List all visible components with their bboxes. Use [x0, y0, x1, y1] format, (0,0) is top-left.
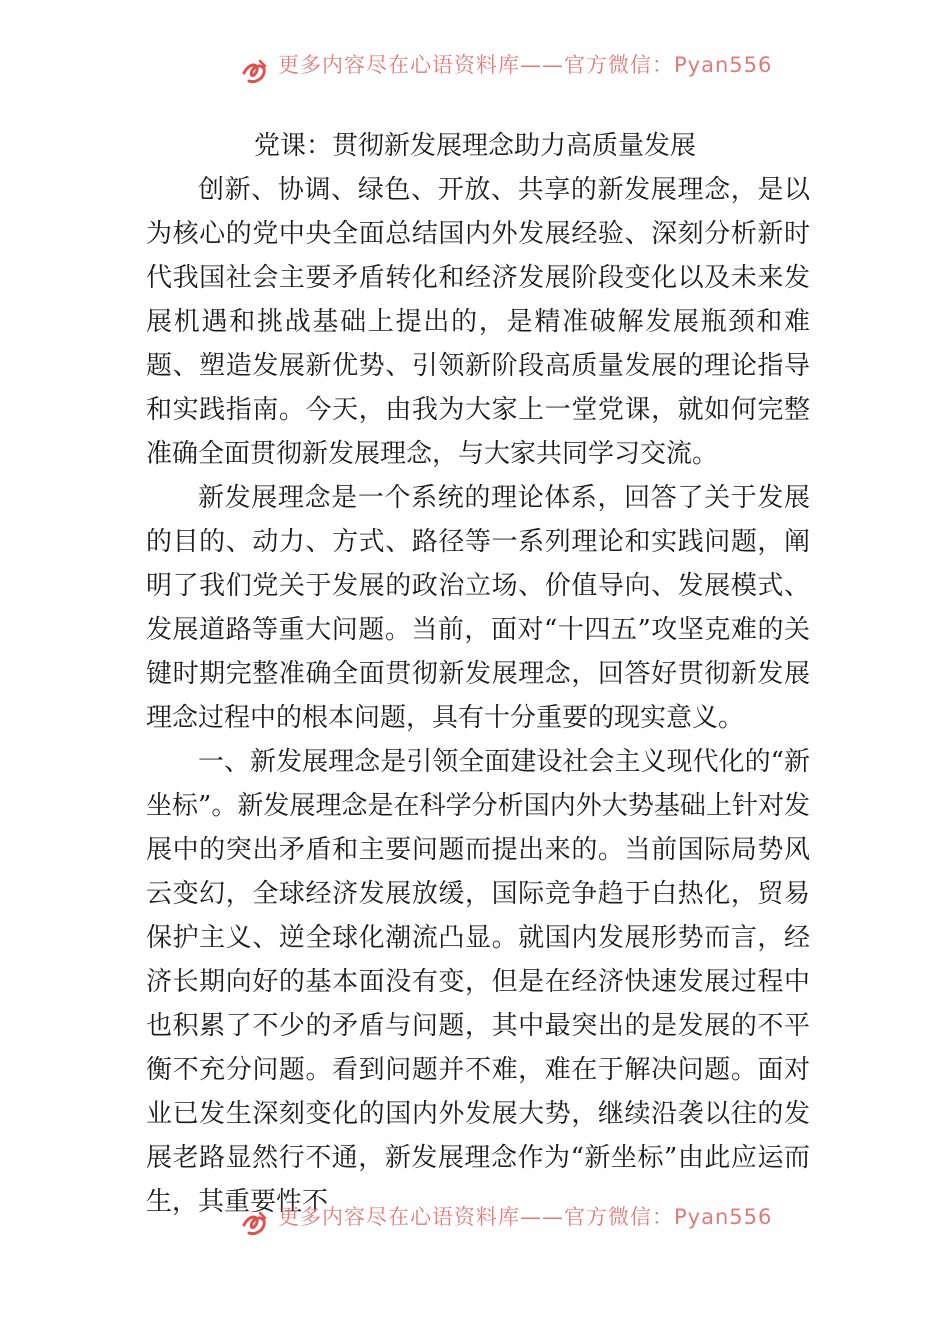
document-title: 党课：贯彻新发展理念助力高质量发展	[253, 131, 696, 161]
header-banner-text: 更多内容尽在心语资料库——官方微信：Pyan556	[278, 54, 773, 77]
header-banner	[0, 54, 950, 88]
footer-banner-text: 更多内容尽在心语资料库——官方微信：Pyan556	[278, 1206, 773, 1229]
footer-banner	[0, 1206, 950, 1240]
document-body	[146, 168, 810, 1224]
cursive-logo-icon	[240, 1208, 270, 1238]
paragraph-1: 创新、协调、绿色、开放、共享的新发展理念，是以为核心的党中央全面总结国内外发展经验、深刻分析新时代我国社会主要矛盾转化和经济发展阶段变化以及未来发展机遇和挑战基础上提出的，是精准破解发展瓶颈和难题、塑造发展新优势、引领新阶段高质量发展的理论指导和实践指南。今天，由我为大家上一堂党课，就如何完整准确全面贯彻新发展理念，与大家共同学习交流。	[146, 175, 810, 469]
paragraph-2: 新发展理念是一个系统的理论体系，回答了关于发展的目的、动力、方式、路径等一系列理论和实践问题，阐明了我们党关于发展的政治立场、价值导向、发展模式、发展道路等重大问题。当前，面对“十四五”攻坚克难的关键时期完整准确全面贯彻新发展理念，回答好贯彻新发展理念过程中的根本问题，具有十分重要的现实意义。	[146, 483, 810, 733]
cursive-logo-icon	[240, 56, 270, 86]
paragraph-3: 一、新发展理念是引领全面建设社会主义现代化的“新坐标”。新发展理念是在科学分析国内外大势基础上针对发展中的突出矛盾和主要问题而提出来的。当前国际局势风云变幻，全球经济发展放缓，国际竞争趋于白热化，贸易保护主义、逆全球化潮流凸显。就国内发展形势而言，经济长期向好的基本面没有变，但是在经济快速发展过程中也积累了不少的矛盾与问题，其中最突出的是发展的不平衡不充分问题。看到问题并不难，难在于解决问题。面对业已发生深刻变化的国内外发展大势，继续沿袭以往的发展老路显然行不通，新发展理念作为“新坐标”由此应运而生，其重要性不	[146, 747, 810, 1217]
